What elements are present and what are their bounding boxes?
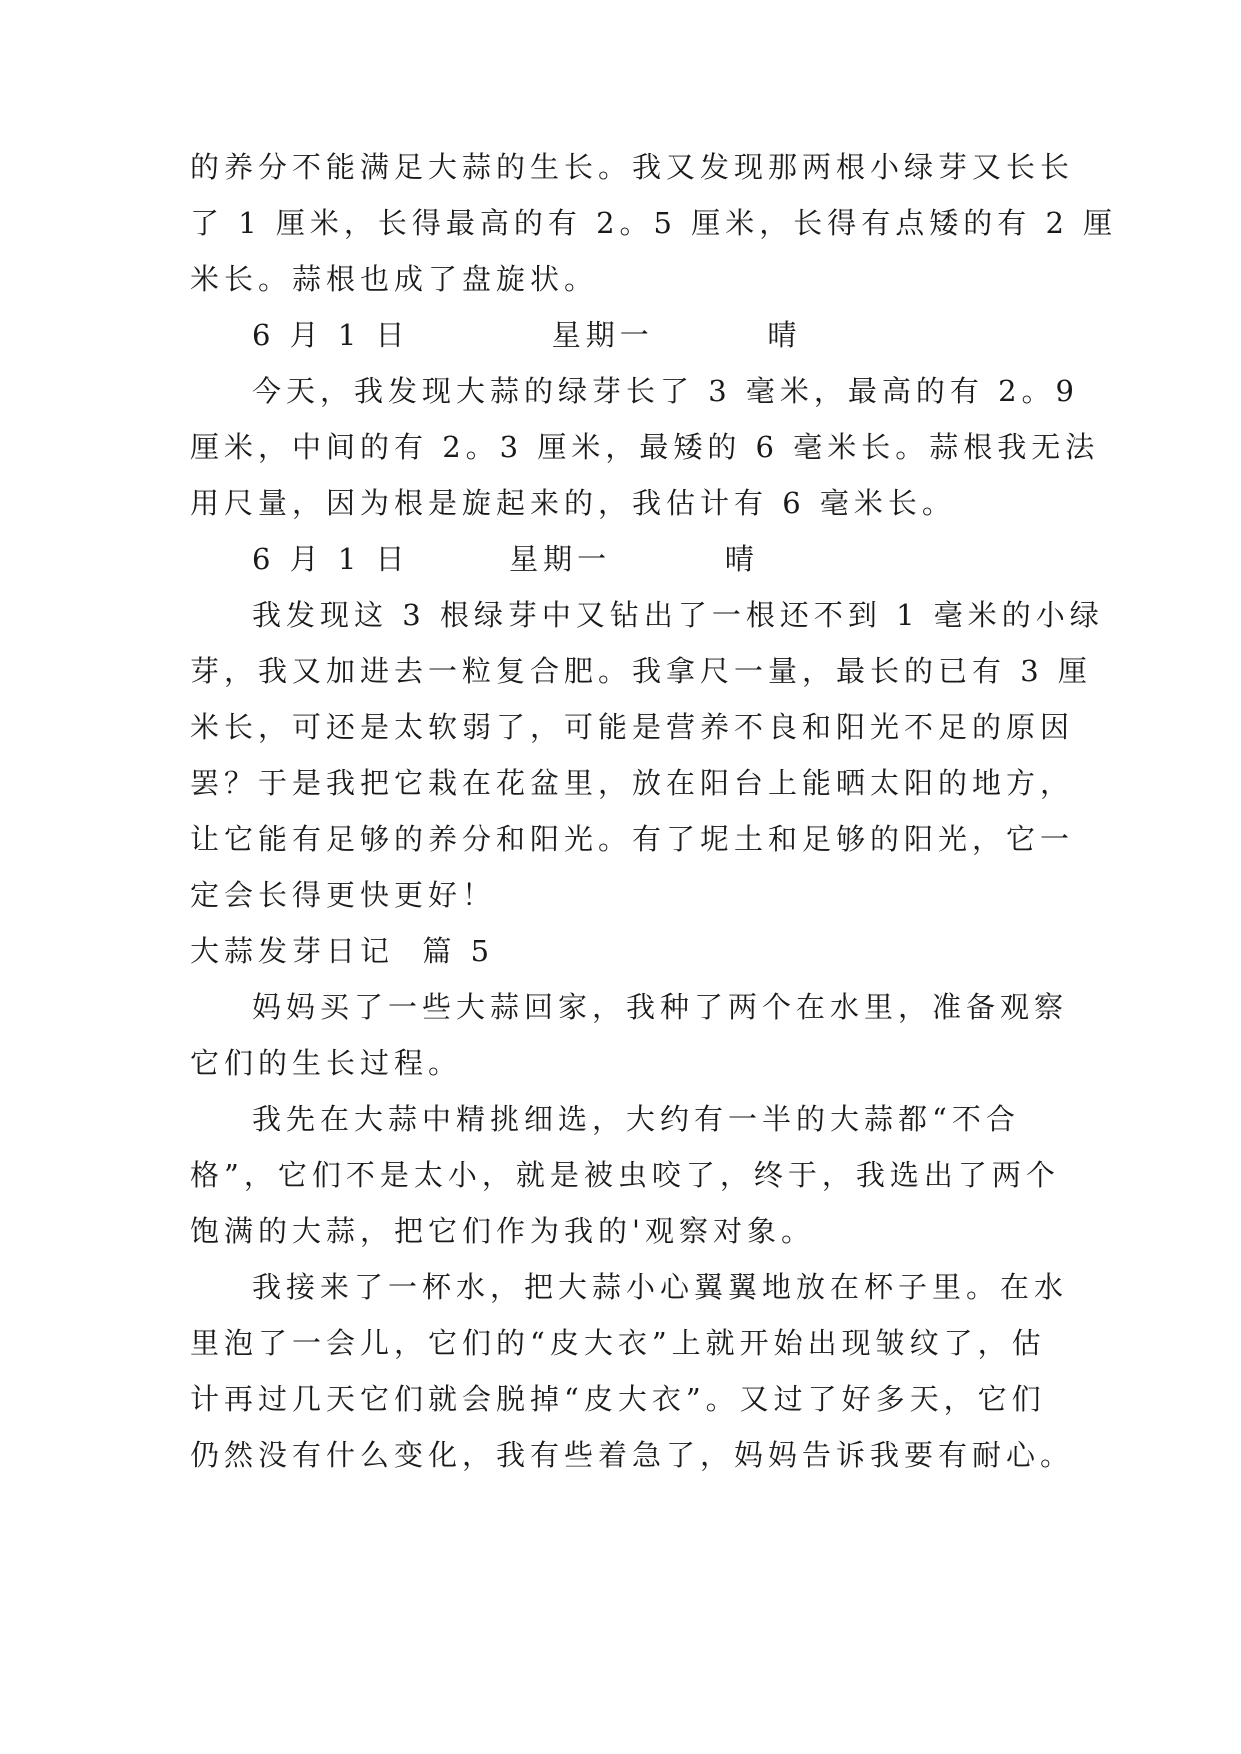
text-line: 里泡了一会儿，它们的“皮大衣”上就开始出现皱纹了，估	[190, 1326, 1046, 1360]
text-line: 计再过几天它们就会脱掉“皮大衣”。又过了好多天，它们	[190, 1382, 1046, 1416]
diary-date-line: 6 月 1 日 星期一 晴	[252, 542, 759, 576]
text-line: 厘米，中间的有 2。3 厘米，最矮的 6 毫米长。蒜根我无法	[190, 430, 1100, 464]
text-line: 饱满的大蒜，把它们作为我的'观察对象。	[190, 1214, 815, 1248]
text-line: 罢？于是我把它栽在花盆里，放在阳台上能晒太阳的地方，	[190, 766, 1075, 800]
text-line: 芽，我又加进去一粒复合肥。我拿尺一量，最长的已有 3 厘	[190, 654, 1092, 688]
text-line: 我先在大蒜中精挑细选，大约有一半的大蒜都“不合	[252, 1102, 1020, 1136]
text-line: 今天，我发现大蒜的绿芽长了 3 毫米，最高的有 2。9	[252, 374, 1080, 408]
text-line: 仍然没有什么变化，我有些着急了，妈妈告诉我要有耐心。	[190, 1438, 1075, 1472]
text-line: 米长，可还是太软弱了，可能是营养不良和阳光不足的原因	[190, 710, 1075, 744]
text-line: 定会长得更快更好！	[190, 878, 497, 912]
text-line: 让它能有足够的养分和阳光。有了坭土和足够的阳光，它一	[190, 822, 1075, 856]
diary-date-line: 6 月 1 日 星期一 晴	[252, 318, 802, 352]
text-line: 我接来了一杯水，把大蒜小心翼翼地放在杯子里。在水	[252, 1270, 1069, 1304]
text-line: 用尺量，因为根是旋起来的，我估计有 6 毫米长。	[190, 486, 956, 520]
text-line: 格”，它们不是太小，就是被虫咬了，终于，我选出了两个	[190, 1158, 1060, 1192]
text-line: 米长。蒜根也成了盘旋状。	[190, 262, 599, 296]
text-line: 我发现这 3 根绿芽中又钻出了一根还不到 1 毫米的小绿	[252, 598, 1104, 632]
text-line: 妈妈买了一些大蒜回家，我种了两个在水里，准备观察	[252, 990, 1069, 1024]
text-line: 了 1 厘米，长得最高的有 2。5 厘米，长得有点矮的有 2 厘	[190, 206, 1118, 240]
text-line: 的养分不能满足大蒜的生长。我又发现那两根小绿芽又长长	[190, 150, 1075, 184]
section-heading: 大蒜发芽日记 篇 5	[190, 934, 495, 968]
text-line: 它们的生长过程。	[190, 1046, 463, 1080]
